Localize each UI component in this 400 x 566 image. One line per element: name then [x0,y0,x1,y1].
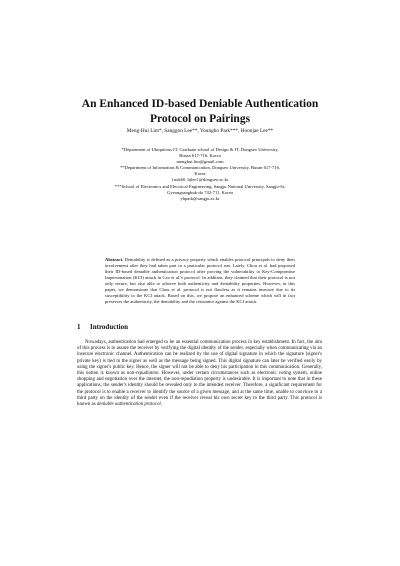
affiliation-email: {nok60, hjlee}@dongseo.ac.kr [171,177,229,183]
affiliations [60,147,340,202]
affiliation-email: yhpark@sangju.ac.kr [180,195,220,201]
intro-text: Nowadays, authentication had emerged to be an essential communication process in key establishment. In fact, the aim of this process is to assure the receiver by verifying the digital identity of the sender, especially when communicating via an insecure electronic channel. Authentication can be realized by the use of digital signature in which the signature (signer's private key) is tied to the signer as well as the message being signed. This digital signature can later be verified easily by using the signer's public key. Hence, the signer will not be able to deny his participation in this communication. Generally, this notion is known as [77,340,322,377]
abstract-label: Abstract. [105,257,124,262]
intro-text: . However, under certain circumstances such as electronic voting system, online shopping and negotiation over the internet, the non-repudiation property is undesirable. It is important to note that in these applications, the sender's identity should be revealed only to the intended receiver. Therefore, a significant requirement for the protocol is to enable a receiver to identify the source of a given message, and at the same time, unable to convince to a third party on the identity of the sender even if the receiver reveal his own secret key to the third party. This protocol is known as [77,371,323,408]
affiliation-line: Busan 617-716, Korea [179,153,221,159]
intro-emphasis: non-repudiation [126,371,159,377]
section-title: Introduction [90,323,128,331]
affiliation-email: menghui.lim@gmail.com [176,159,224,165]
affiliation-line: *Department of Ubiquitous IT, Graduate school of Design & IT, Dongseo University, [121,147,279,152]
affiliation-line: ***School of Electronics and Electrical Engineering, Sangju National University, Sangju-Si, [114,183,286,189]
intro-emphasis: deniable authentication protocol [96,402,161,408]
introduction-paragraph [77,340,322,408]
paper-title-line2: Protocol on Pairings [149,112,251,125]
section-heading [77,323,128,332]
paper-title [60,97,340,126]
affiliation-line: **Department of Information & Communication, Dongseo University, Busan 617-716, [119,165,281,171]
intro-text: . [160,402,163,408]
abstract-text: Deniability is defined as a privacy property which enables protocol principals to deny their involvement after they had taken part in a particular protocol run. Lately, Chou et al. had proposed their ID-based deniable authentication protocol after proving the vulnerability to Key-Compromise Impersonation (KCI) attack in Cao et al.'s protocol. In addition, they claimed that their protocol is not only secure, but also able to achieve both authenticity and deniability properties. However, in this paper, we demonstrate that Chou et al. protocol is not flawless as it remains insecure due to its susceptibility to the KCI attack. Based on this, we propose an enhanced scheme which will in fact preserves the authenticity, the deniability and the resistance against the KCI attack. [105,257,295,305]
author-list: Meng-Hui Lim*, Sanggon Lee**, Youngho Park***, Hoonjae Lee** [126,128,274,134]
abstract [105,257,295,305]
affiliation-line: Gyeongsangbuk-do 742-711, Korea [167,189,233,195]
affiliation-line: Korea [194,171,206,177]
section-number: 1 [77,323,81,331]
paper-title-line1: An Enhanced ID-based Deniable Authentication [81,98,319,110]
